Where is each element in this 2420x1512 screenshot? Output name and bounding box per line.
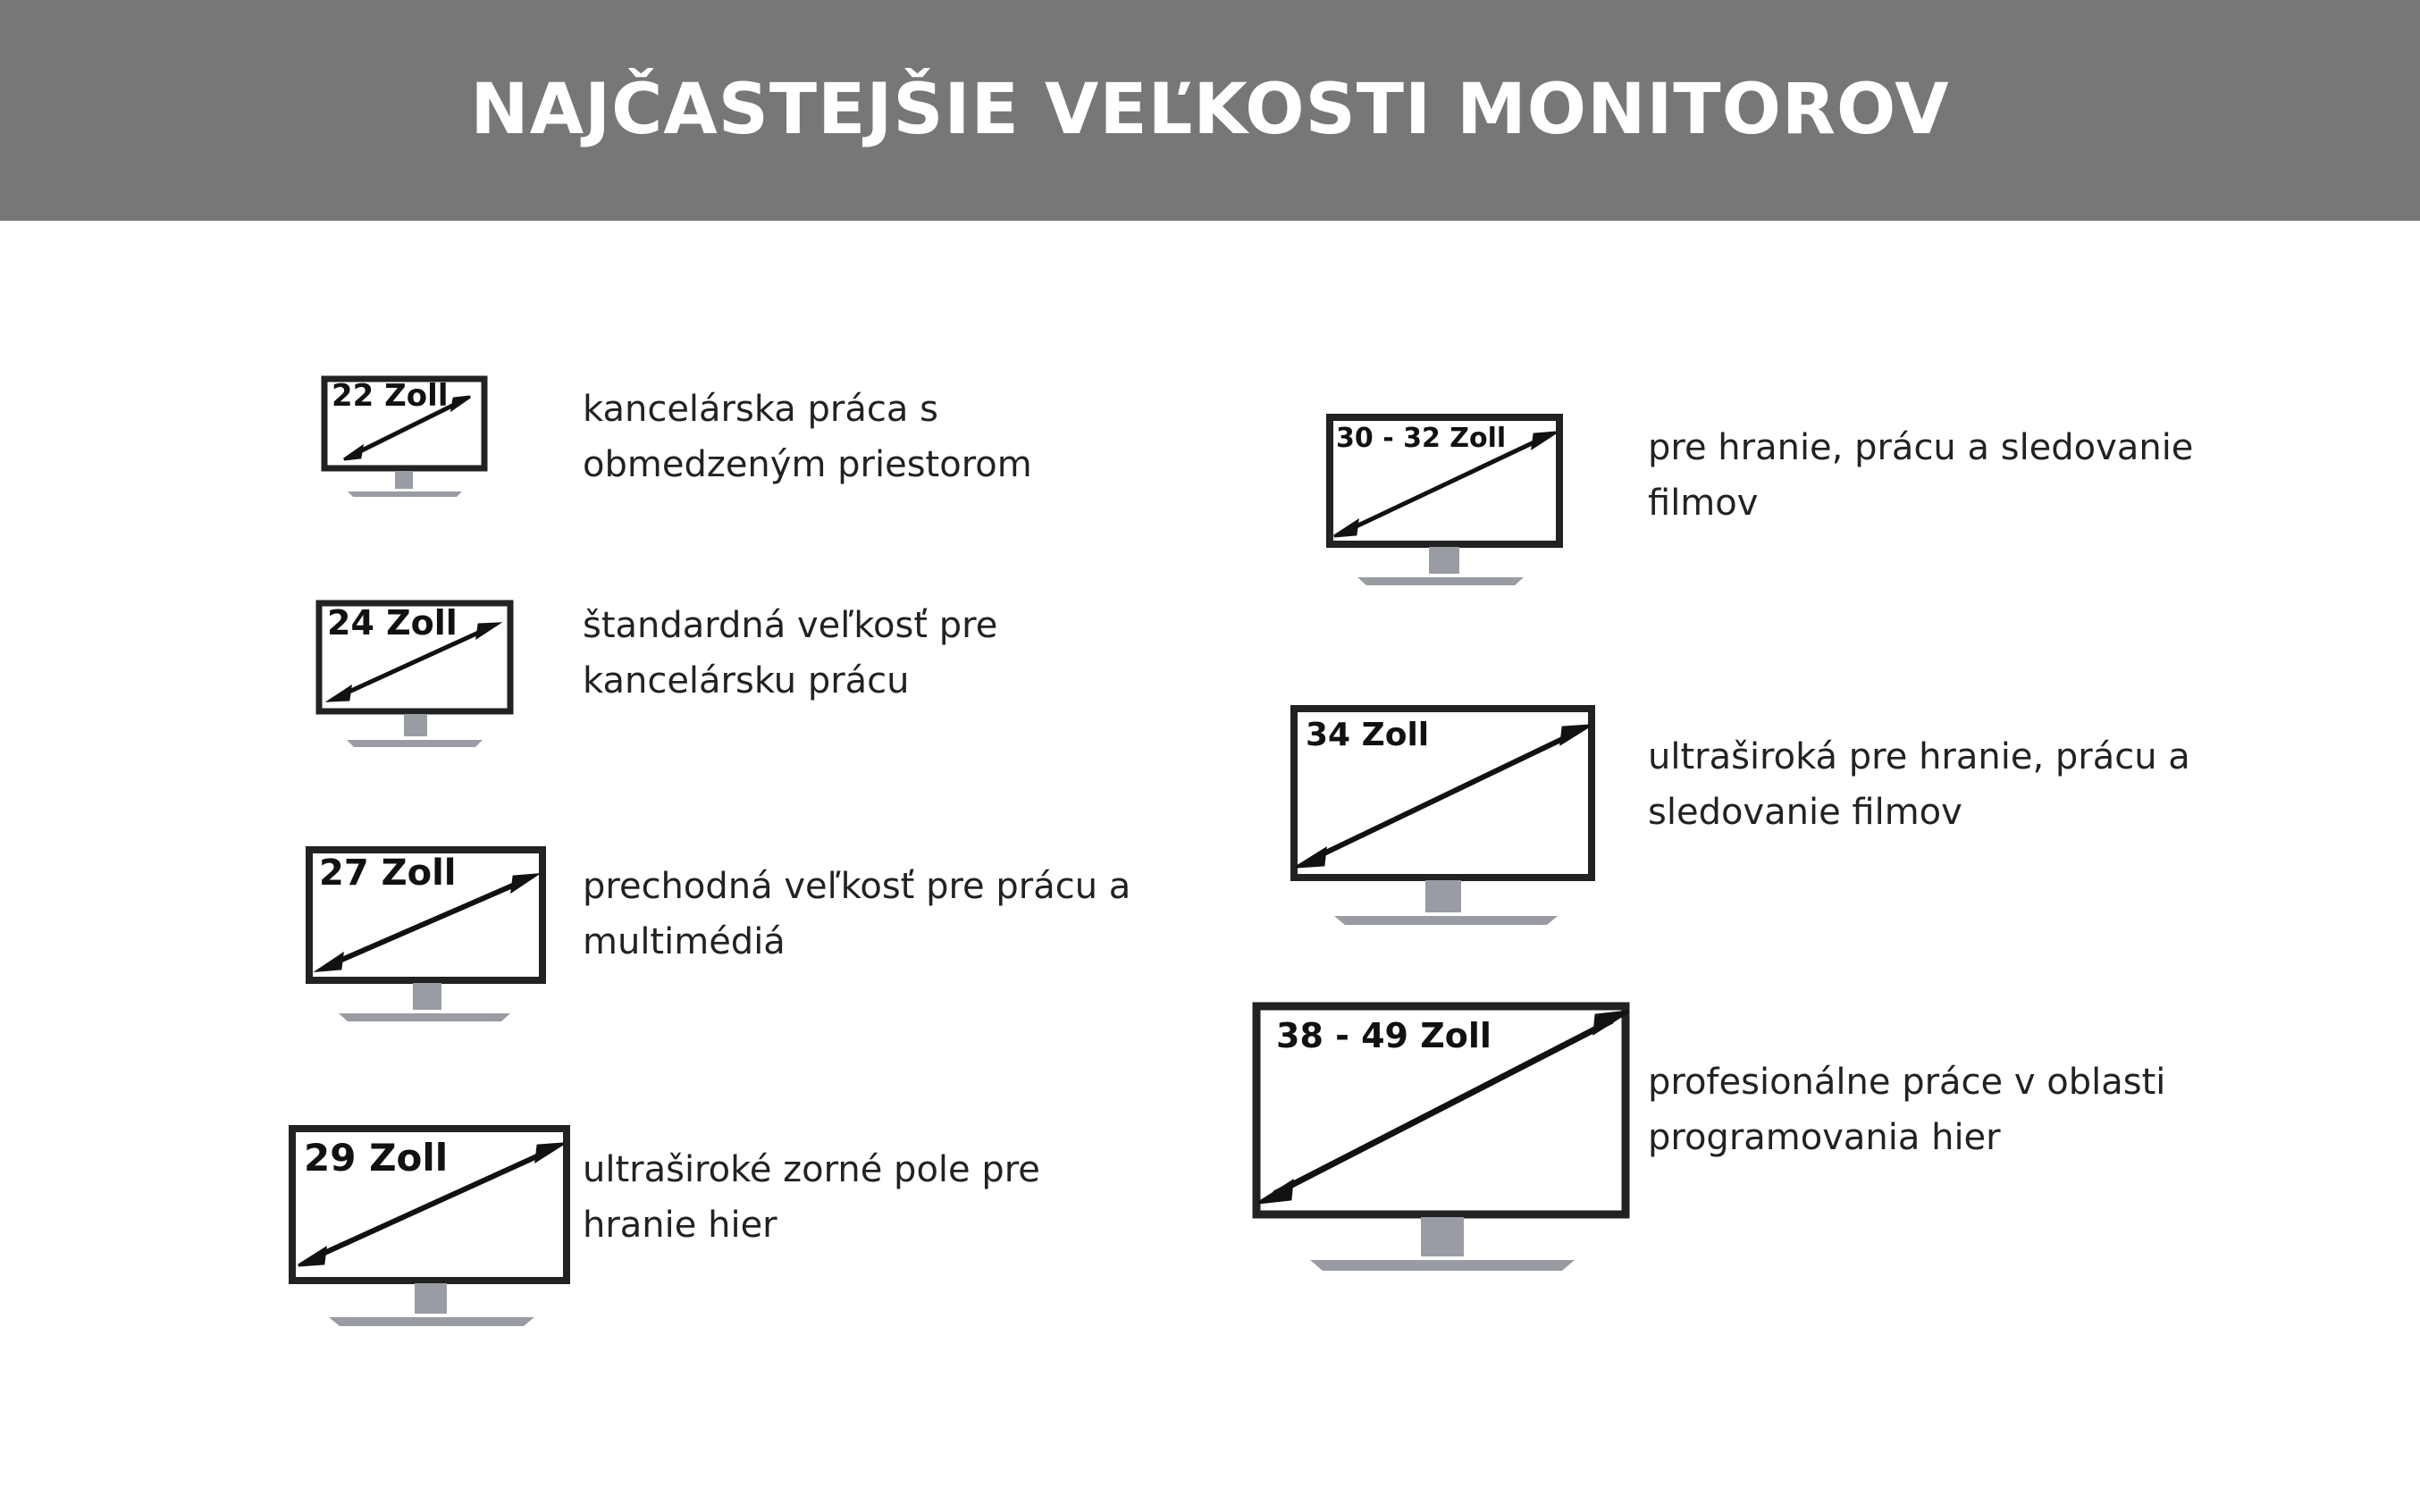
monitor-27-icon <box>305 845 550 1024</box>
page-title: NAJČASTEJŠIE VEĽKOSTI MONITOROV <box>470 70 1950 150</box>
monitor-size-label: 29 Zoll <box>304 1136 449 1180</box>
monitor-description: ultraširoké zorné pole pre hranie hier <box>583 1149 1040 1246</box>
monitor-description: štandardná veľkosť pre kancelársku prácu <box>583 605 998 701</box>
monitor-description: profesionálne práce v oblasti programovania hier <box>1648 1062 2166 1158</box>
monitor-34-icon <box>1290 704 1599 929</box>
monitor-38-49-icon <box>1251 1001 1635 1278</box>
header-bar <box>0 0 2420 221</box>
monitor-size-label: 22 Zoll <box>332 378 449 414</box>
monitor-description: prechodná veľkosť pre prácu a multimédiá <box>583 866 1131 962</box>
monitor-size-label: 24 Zoll <box>327 603 458 643</box>
monitor-22-icon <box>321 375 491 500</box>
monitor-description: kancelárska práca s obmedzeným priestorom <box>583 389 1032 485</box>
monitor-size-label: 30 - 32 Zoll <box>1336 423 1507 454</box>
monitor-30-32-icon <box>1325 413 1561 588</box>
monitor-description: ultraširoká pre hranie, prácu a sledovanie filmov <box>1648 736 2190 833</box>
monitor-24-icon <box>315 599 520 751</box>
monitor-size-label: 38 - 49 Zoll <box>1276 1016 1491 1055</box>
monitor-29-icon <box>288 1124 568 1330</box>
monitor-size-label: 34 Zoll <box>1306 717 1430 753</box>
monitor-description: pre hranie, prácu a sledovanie filmov <box>1648 427 2194 524</box>
monitor-size-label: 27 Zoll <box>319 853 457 894</box>
